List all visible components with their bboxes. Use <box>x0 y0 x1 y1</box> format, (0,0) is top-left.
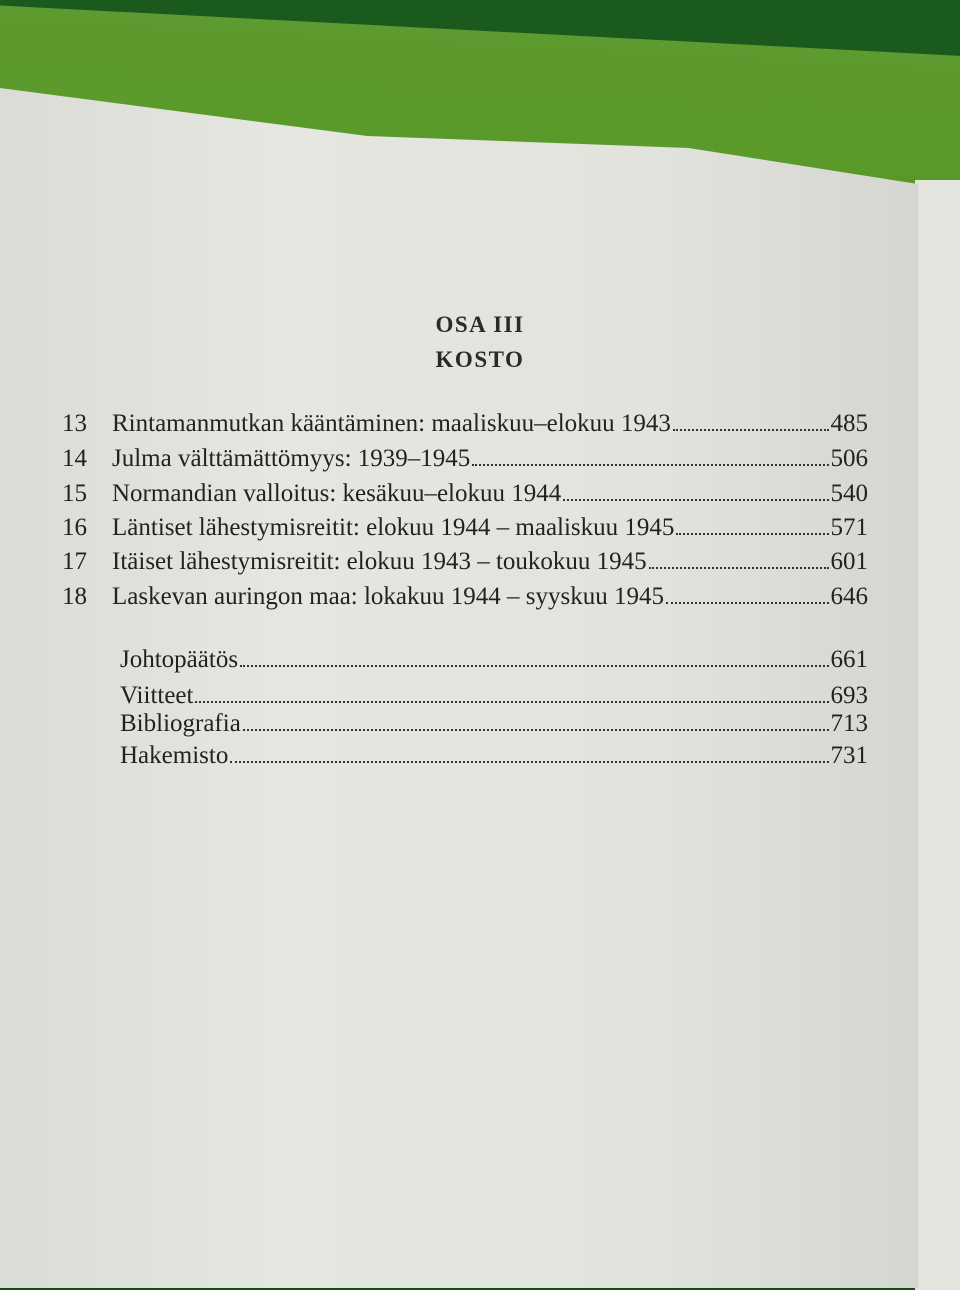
page-number: 693 <box>830 682 868 709</box>
toc-entry <box>62 480 868 510</box>
page-number: 646 <box>830 583 868 610</box>
page-number: 661 <box>830 646 868 673</box>
page-number: 506 <box>830 445 868 472</box>
chapter-title: Julma välttämättömyys: 1939–1945 <box>112 445 471 472</box>
chapter-number: 17 <box>62 548 87 575</box>
section-title: Viitteet <box>120 682 194 709</box>
page-number: 713 <box>830 710 868 737</box>
dot-leader <box>240 665 828 667</box>
page-number: 601 <box>830 548 868 575</box>
chapter-title: Normandian valloitus: kesäkuu–elokuu 1944 <box>112 480 562 507</box>
chapter-number: 18 <box>62 583 87 610</box>
toc-entry <box>62 583 868 613</box>
chapter-number: 16 <box>62 514 87 541</box>
page-number: 731 <box>830 742 868 769</box>
part-label: OSA III <box>435 312 525 337</box>
dot-leader <box>673 429 829 431</box>
section-title: Bibliografia <box>120 710 241 737</box>
toc-entry <box>62 445 868 475</box>
dot-leader <box>563 499 828 501</box>
toc-entry <box>62 514 868 544</box>
dot-leader <box>472 464 828 466</box>
toc-entry <box>62 410 868 440</box>
page-number: 540 <box>830 480 868 507</box>
page-number: 571 <box>830 514 868 541</box>
chapter-number: 15 <box>62 480 87 507</box>
dot-leader <box>676 533 828 535</box>
chapter-title: Läntiset lähestymisreitit: elokuu 1944 – maaliskuu 1945 <box>112 514 675 541</box>
dot-leader <box>649 567 829 569</box>
toc-entry <box>120 682 868 712</box>
chapter-title: Laskevan auringon maa: lokakuu 1944 – syyskuu 1945 <box>112 583 664 610</box>
toc-entry <box>120 646 868 676</box>
section-title: Johtopäätös <box>120 646 239 673</box>
dot-leader <box>666 602 829 604</box>
dot-leader <box>195 701 828 703</box>
toc-entry <box>120 742 868 772</box>
toc-entry <box>62 548 868 578</box>
chapter-number: 14 <box>62 445 87 472</box>
dot-leader <box>230 761 828 763</box>
toc-entry <box>120 710 868 740</box>
section-title: Hakemisto <box>120 742 229 769</box>
chapter-title: Rintamanmutkan kääntäminen: maaliskuu–elokuu 1943 <box>112 410 671 437</box>
chapter-title: Itäiset lähestymisreitit: elokuu 1943 – toukokuu 1945 <box>112 548 647 575</box>
dot-leader <box>243 729 829 731</box>
chapter-number: 13 <box>62 410 87 437</box>
page-number: 485 <box>830 410 868 437</box>
part-title: KOSTO <box>435 347 525 372</box>
